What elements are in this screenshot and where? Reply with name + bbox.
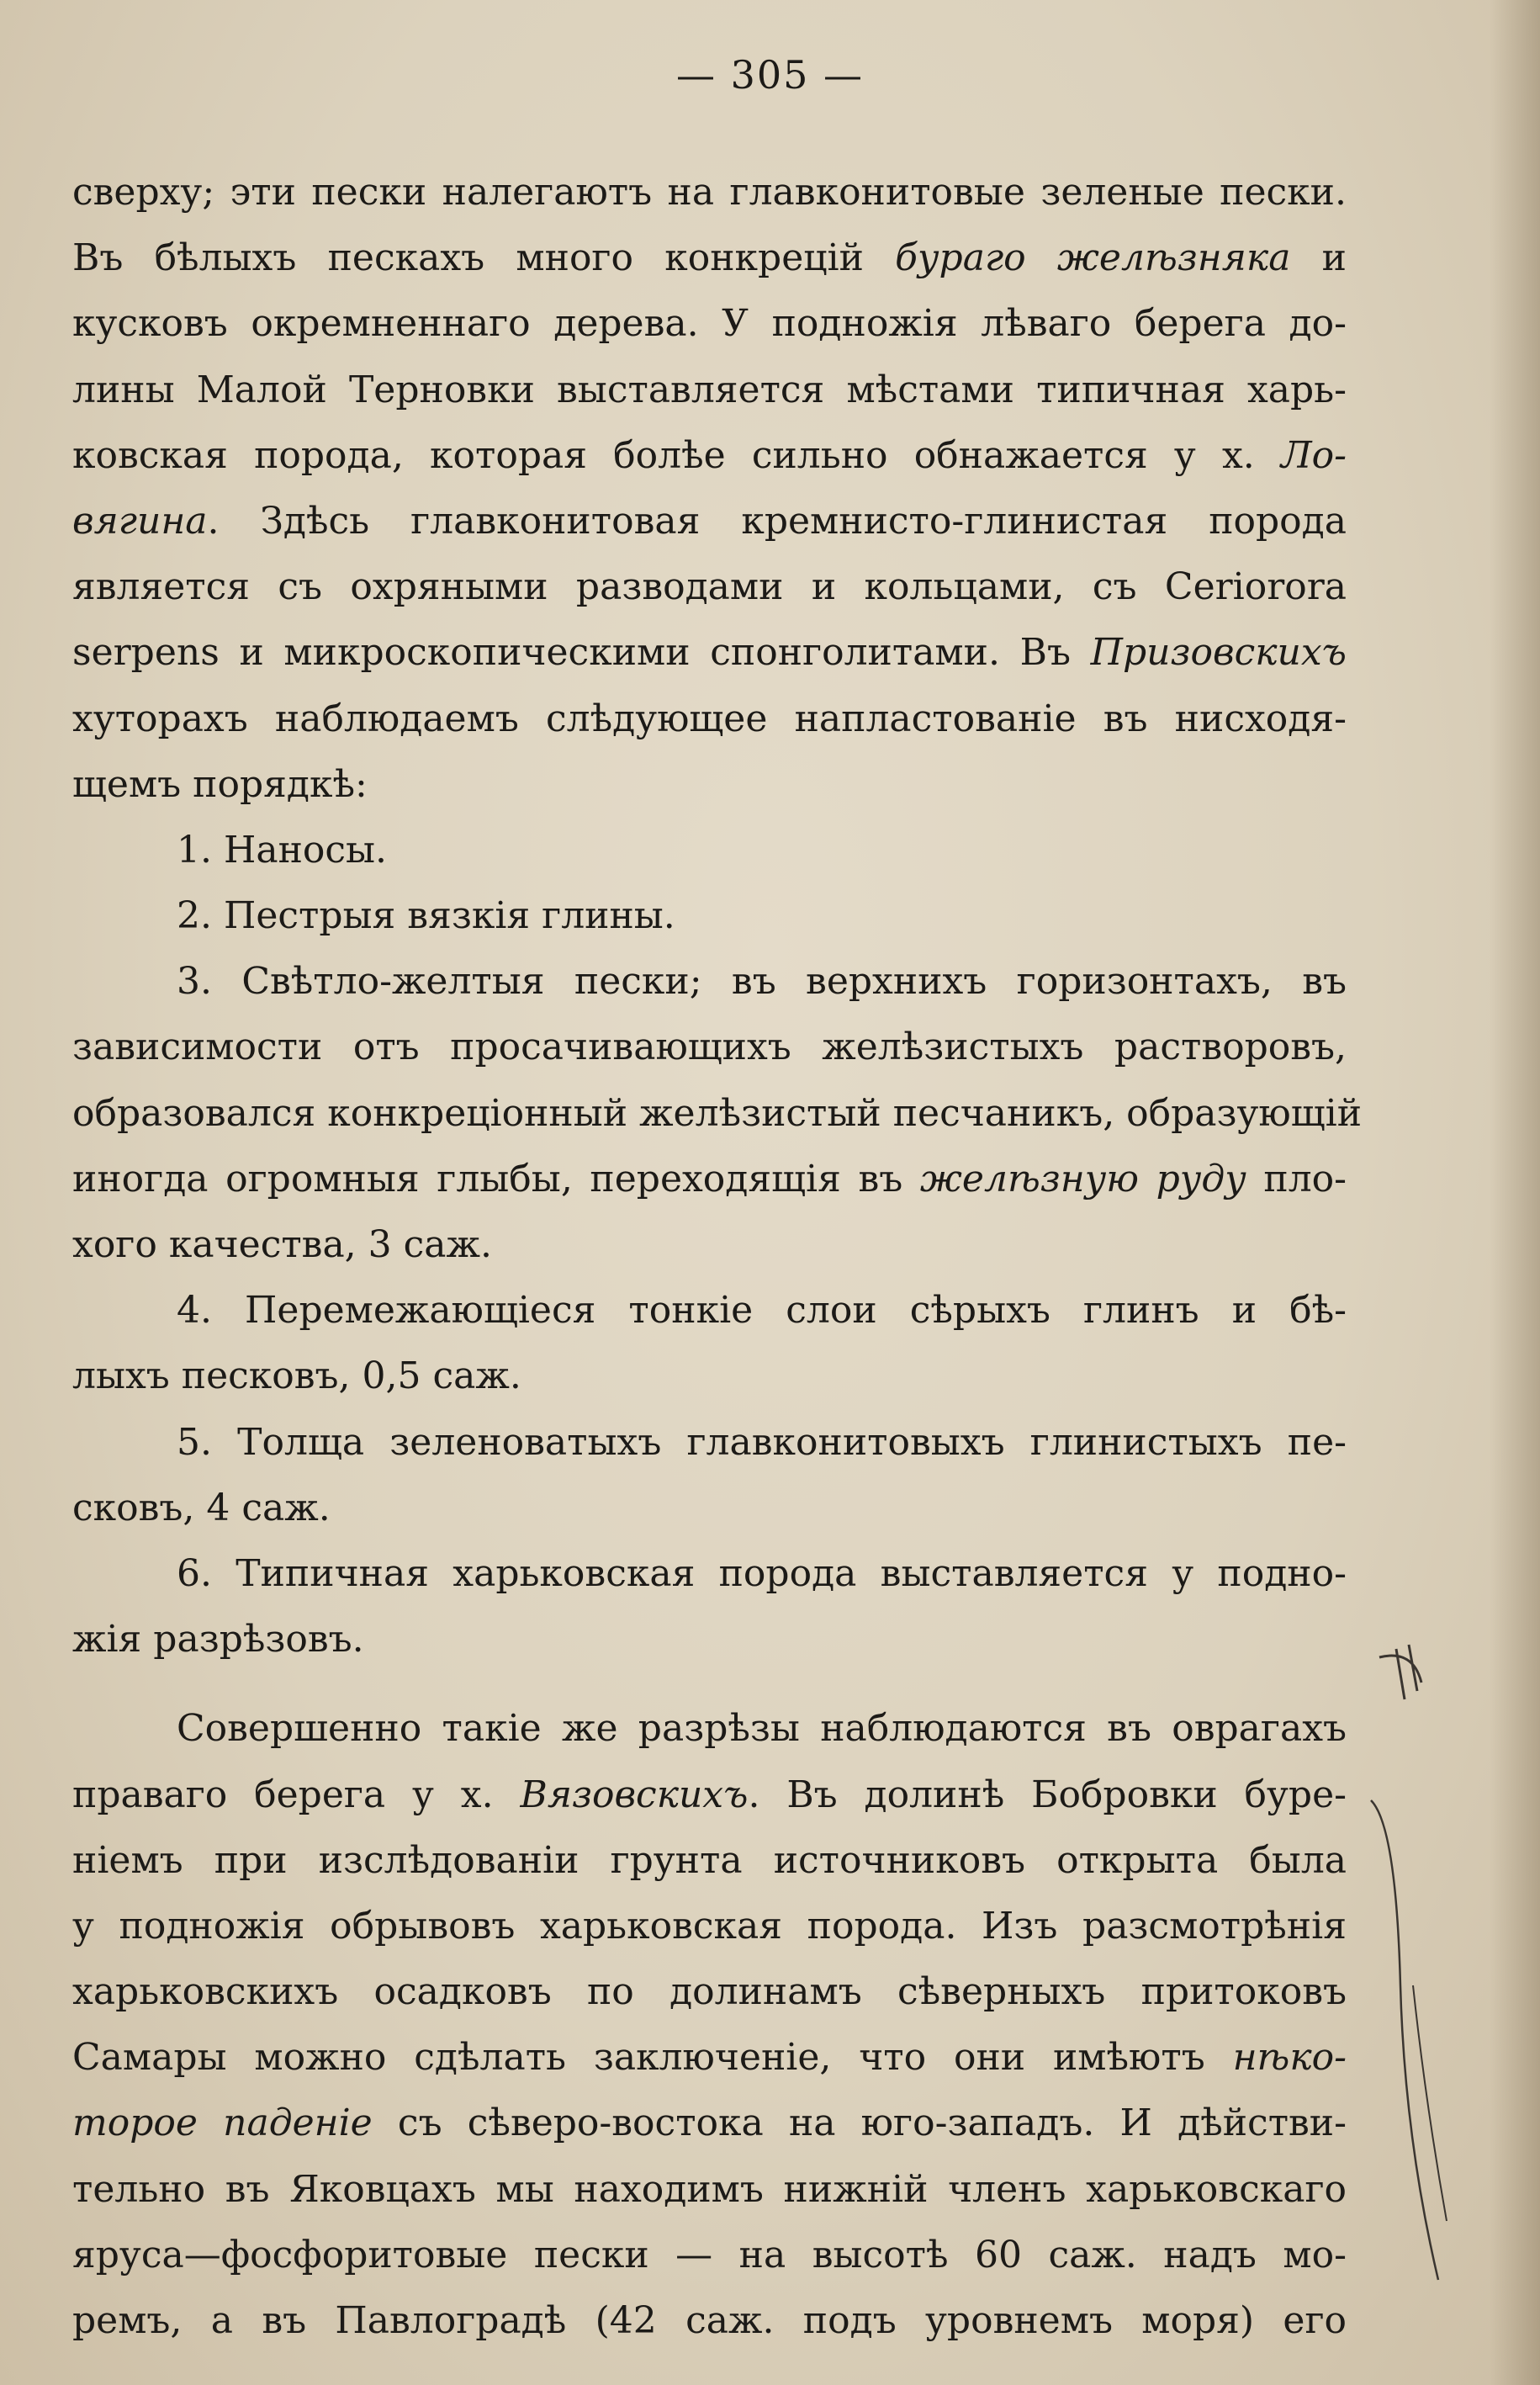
text-line <box>72 291 1347 357</box>
text-segment: сверху; эти пески налегаютъ на главконитовые зеленые пески. <box>72 171 1347 214</box>
text-segment: лины Малой Терновки выставляется мѣстами типичная харь- <box>72 368 1347 411</box>
text-line <box>72 1344 1347 1409</box>
text-line <box>72 1541 1347 1607</box>
text-segment: 2. Пестрыя вязкія глины. <box>177 894 675 938</box>
text-segment: кусковъ окремненнаго дерева. У подножія лѣваго берега до- <box>72 302 1347 346</box>
text-line <box>72 1762 1347 1828</box>
text-segment: 6. Типичная харьковская порода выставляется у подно- <box>177 1551 1347 1595</box>
text-segment: является съ охряными разводами и кольцами, съ Ceriorora <box>72 565 1347 609</box>
text-line <box>72 620 1347 686</box>
text-segment: съ сѣверо-востока на юго-западъ. И дѣйстви- <box>372 2101 1347 2145</box>
text-segment: ніемъ при изслѣдованіи грунта источниковъ открыта была <box>72 1838 1347 1882</box>
text-line <box>72 225 1347 291</box>
text-segment: у подножія обрывовъ харьковская порода. Изъ разсмотрѣнія <box>72 1904 1347 1948</box>
text-segment: хого качества, 3 саж. <box>72 1223 492 1266</box>
text-line <box>72 2223 1347 2288</box>
text-line <box>72 883 1347 949</box>
text-segment: лыхъ песковъ, 0,5 саж. <box>72 1354 521 1398</box>
text-segment: сковъ, 4 саж. <box>72 1486 331 1529</box>
text-line <box>72 160 1347 225</box>
text-segment: пло- <box>1246 1157 1347 1200</box>
text-segment: . Здѣсь главконитовая кремнисто-глинистая порода <box>207 499 1347 543</box>
text-segment: хуторахъ наблюдаемъ слѣдующее напластованіе въ нисходя- <box>72 697 1347 740</box>
text-segment: и <box>1290 236 1347 280</box>
text-segment: 3. Свѣтло-желтыя пески; въ верхнихъ горизонтахъ, въ <box>177 960 1347 1004</box>
text-line <box>72 1476 1347 1541</box>
text-segment: Совершенно такіе же разрѣзы наблюдаются въ оврагахъ <box>177 1707 1347 1751</box>
text-line <box>72 1828 1347 1894</box>
text-line <box>72 2091 1347 2156</box>
text-line <box>72 1410 1347 1476</box>
italic-term: бураго желѣзняка <box>895 236 1291 280</box>
text-segment: харьковскихъ осадковъ по долинамъ сѣверныхъ притоковъ <box>72 1970 1347 2014</box>
text-line <box>72 1959 1347 2025</box>
italic-term: вягина <box>72 499 208 543</box>
text-line <box>72 489 1347 554</box>
italic-term: Призовскихъ <box>1090 631 1347 675</box>
text-segment: зависимости отъ просачивающихъ желѣзистыхъ растворовъ, <box>72 1026 1347 1069</box>
text-segment: Въ бѣлыхъ пескахъ много конкрецій <box>72 236 896 280</box>
text-line <box>72 2288 1347 2354</box>
text-line <box>72 358 1347 423</box>
italic-term: Ло- <box>1280 433 1347 477</box>
text-line <box>72 423 1347 489</box>
text-line <box>72 1212 1347 1278</box>
handwritten-margin-mark <box>1363 1632 1463 2288</box>
text-line <box>72 949 1347 1015</box>
text-line <box>72 1278 1347 1344</box>
text-segment: щемъ порядкѣ: <box>72 762 368 806</box>
italic-term: желѣзную руду <box>919 1157 1246 1200</box>
body-text <box>72 160 1363 2354</box>
text-segment: serpens и микроскопическими спонголитами. Въ <box>72 631 1091 675</box>
text-segment: ковская порода, которая болѣе сильно обнажается у х. <box>72 433 1281 477</box>
italic-term: торое паденіе <box>72 2101 373 2145</box>
text-segment: . Въ долинѣ Бобровки буре- <box>748 1773 1347 1816</box>
italic-term: Вязовскихъ <box>520 1773 749 1816</box>
text-segment: иногда огромныя глыбы, переходящія въ <box>72 1157 920 1200</box>
page-number: — 305 — <box>675 52 865 98</box>
text-line <box>72 686 1347 752</box>
text-line <box>72 2157 1347 2223</box>
text-line <box>72 1607 1347 1672</box>
text-segment: Самары можно сдѣлать заключеніе, что они имѣютъ <box>72 2036 1233 2080</box>
page-edge-shadow <box>1490 0 1540 2385</box>
text-segment: ремъ, а въ Павлоградѣ (42 саж. подъ уровнемъ моря) его <box>72 2299 1347 2342</box>
text-line <box>72 1081 1363 1147</box>
text-line <box>72 1015 1347 1080</box>
text-line <box>72 1147 1347 1212</box>
text-segment: яруса—фосфоритовые пески — на высотѣ 60 саж. надъ мо- <box>72 2233 1347 2276</box>
text-segment: 1. Наносы. <box>177 828 388 872</box>
text-segment: 4. Перемежающіеся тонкіе слои сѣрыхъ глинъ и бѣ- <box>177 1289 1347 1333</box>
text-segment: тельно въ Яковцахъ мы находимъ нижній членъ харьковскаго <box>72 2167 1347 2211</box>
text-line <box>72 2025 1347 2091</box>
text-segment: жія разрѣзовъ. <box>72 1618 364 1662</box>
text-line <box>72 752 1347 818</box>
text-segment: образовался конкреціонный желѣзистый песчаникъ, образующій <box>72 1091 1363 1135</box>
text-line <box>72 1894 1347 1959</box>
text-line <box>72 1696 1347 1762</box>
italic-term: нѣко- <box>1232 2036 1347 2080</box>
text-segment: 5. Толща зеленоватыхъ главконитовыхъ глинистыхъ пе- <box>177 1420 1347 1464</box>
text-line <box>72 554 1347 620</box>
text-line <box>72 818 1347 883</box>
paragraph-gap <box>72 1672 1347 1696</box>
text-segment: праваго берега у х. <box>72 1773 521 1816</box>
